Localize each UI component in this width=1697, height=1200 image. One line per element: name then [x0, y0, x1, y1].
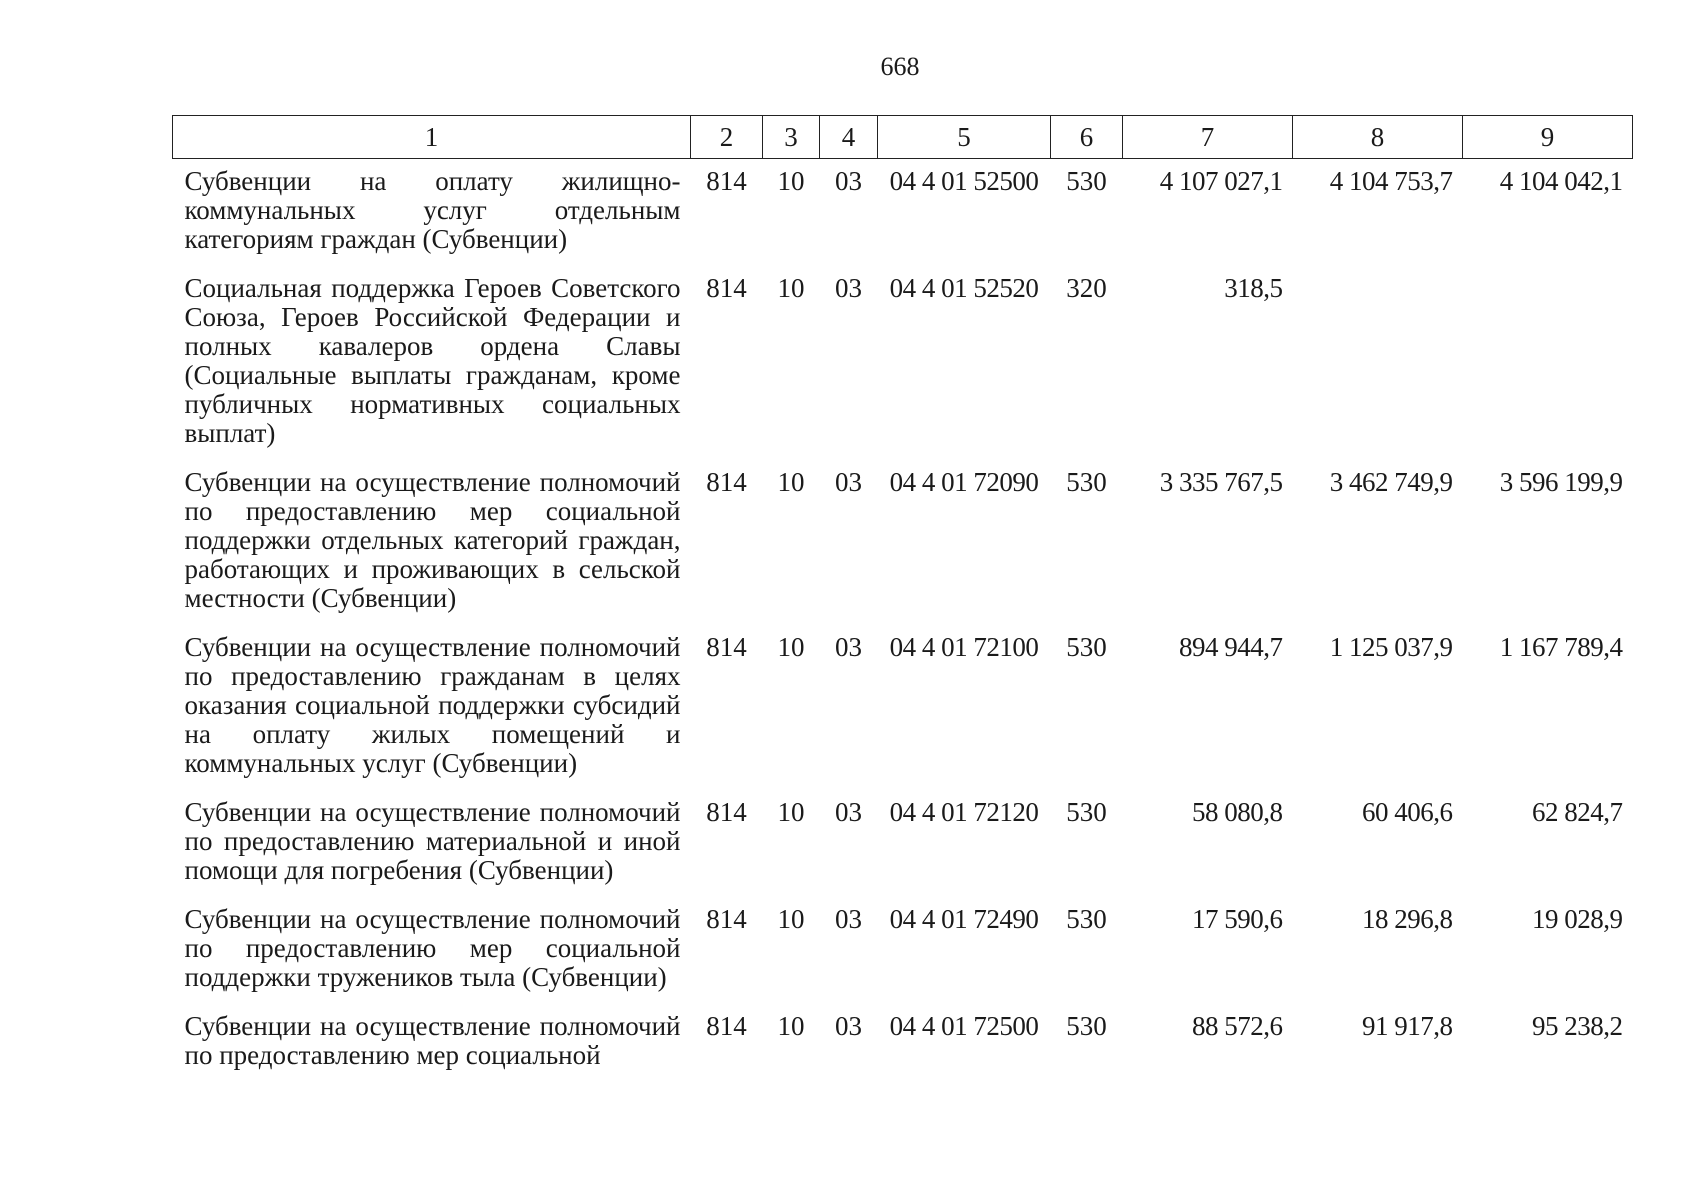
- expense-type: 530: [1066, 1011, 1107, 1041]
- ministry-code: 814: [706, 273, 747, 303]
- amount-year-1: 58 080,8: [1192, 797, 1283, 827]
- row-description: Субвенции на осуществление полномочий по предоставлению материальной и иной помощи для погребения (Субвенции): [184, 797, 681, 885]
- section-code: 10: [777, 1011, 805, 1041]
- section-code: 10: [777, 904, 805, 934]
- column-header: 3: [763, 116, 820, 159]
- ministry-code: 814: [706, 1011, 747, 1041]
- amount-year-1: 318,5: [1224, 273, 1283, 303]
- ministry-code: 814: [706, 166, 747, 196]
- page-number: 668: [880, 52, 920, 81]
- budget-table: [172, 115, 1633, 1090]
- header-row: [173, 116, 1633, 159]
- amount-year-3: [1463, 274, 1633, 468]
- ministry-code: 814: [706, 632, 747, 662]
- amount-year-3: 3 596 199,9: [1499, 467, 1623, 497]
- ministry-code: 814: [706, 904, 747, 934]
- row-description: Социальная поддержка Героев Советского Союза, Героев Российской Федерации и полных кавалеров ордена Славы (Социальные выплаты гражданам, кроме публичных нормативных социальных выплат): [184, 273, 681, 448]
- row-description: Субвенции на оплату жилищно-коммунальных услуг отдельным категориям граждан (Субвенции): [184, 166, 681, 254]
- target-article: 04 4 01 52500: [889, 166, 1039, 196]
- expense-type: 530: [1066, 467, 1107, 497]
- amount-year-1: 88 572,6: [1192, 1011, 1283, 1041]
- amount-year-3: 62 824,7: [1532, 797, 1623, 827]
- table-row: [173, 468, 1633, 633]
- table-row: [173, 159, 1633, 275]
- subsection-code: 03: [835, 166, 862, 196]
- amount-year-1: 17 590,6: [1192, 904, 1283, 934]
- target-article: 04 4 01 72120: [889, 797, 1039, 827]
- ministry-code: 814: [706, 467, 747, 497]
- column-header: 6: [1051, 116, 1123, 159]
- table-row: [173, 798, 1633, 905]
- column-header: 7: [1123, 116, 1293, 159]
- amount-year-1: 894 944,7: [1179, 632, 1283, 662]
- amount-year-2: 18 296,8: [1362, 904, 1453, 934]
- subsection-code: 03: [835, 273, 862, 303]
- section-code: 10: [777, 166, 805, 196]
- amount-year-3: 1 167 789,4: [1499, 632, 1623, 662]
- column-header: 1: [173, 116, 691, 159]
- row-description: Субвенции на осуществление полномочий по предоставлению мер социальной поддержки тружеников тыла (Субвенции): [184, 904, 681, 992]
- section-code: 10: [777, 273, 805, 303]
- amount-year-2: 4 104 753,7: [1329, 166, 1453, 196]
- target-article: 04 4 01 72490: [889, 904, 1039, 934]
- amount-year-2: [1293, 274, 1463, 468]
- amount-year-1: 4 107 027,1: [1159, 166, 1283, 196]
- column-header: 8: [1293, 116, 1463, 159]
- subsection-code: 03: [835, 1011, 862, 1041]
- expense-type: 530: [1066, 632, 1107, 662]
- target-article: 04 4 01 72090: [889, 467, 1039, 497]
- amount-year-2: 91 917,8: [1362, 1011, 1453, 1041]
- subsection-code: 03: [835, 632, 862, 662]
- amount-year-3: 4 104 042,1: [1499, 166, 1623, 196]
- subsection-code: 03: [835, 467, 862, 497]
- subsection-code: 03: [835, 797, 862, 827]
- ministry-code: 814: [706, 797, 747, 827]
- amount-year-3: 19 028,9: [1532, 904, 1623, 934]
- target-article: 04 4 01 72500: [889, 1011, 1039, 1041]
- column-header: 4: [820, 116, 878, 159]
- target-article: 04 4 01 72100: [889, 632, 1039, 662]
- table-row: [173, 1012, 1633, 1090]
- column-header: 5: [878, 116, 1051, 159]
- section-code: 10: [777, 797, 805, 827]
- row-description: Субвенции на осуществление полномочий по предоставлению гражданам в целях оказания социальной поддержки субсидий на оплату жилых помещений и коммунальных услуг (Субвенции): [184, 632, 681, 778]
- column-header: 9: [1463, 116, 1633, 159]
- expense-type: 320: [1066, 273, 1107, 303]
- row-description: Субвенции на осуществление полномочий по предоставлению мер социальной поддержки отдельных категорий граждан, работающих и проживающих в сельской местности (Субвенции): [184, 467, 681, 613]
- section-code: 10: [777, 467, 805, 497]
- expense-type: 530: [1066, 904, 1107, 934]
- expense-type: 530: [1066, 797, 1107, 827]
- table-body: [173, 159, 1633, 1091]
- table-header: [173, 116, 1633, 159]
- column-header: 2: [691, 116, 763, 159]
- table-row: [173, 274, 1633, 468]
- amount-year-2: 1 125 037,9: [1329, 632, 1453, 662]
- section-code: 10: [777, 632, 805, 662]
- table-row: [173, 905, 1633, 1012]
- expense-type: 530: [1066, 166, 1107, 196]
- amount-year-1: 3 335 767,5: [1159, 467, 1283, 497]
- row-description: Субвенции на осуществление полномочий по предоставлению мер социальной: [184, 1011, 681, 1070]
- amount-year-3: 95 238,2: [1532, 1011, 1623, 1041]
- table-row: [173, 633, 1633, 798]
- subsection-code: 03: [835, 904, 862, 934]
- target-article: 04 4 01 52520: [889, 273, 1039, 303]
- amount-year-2: 3 462 749,9: [1329, 467, 1453, 497]
- amount-year-2: 60 406,6: [1362, 797, 1453, 827]
